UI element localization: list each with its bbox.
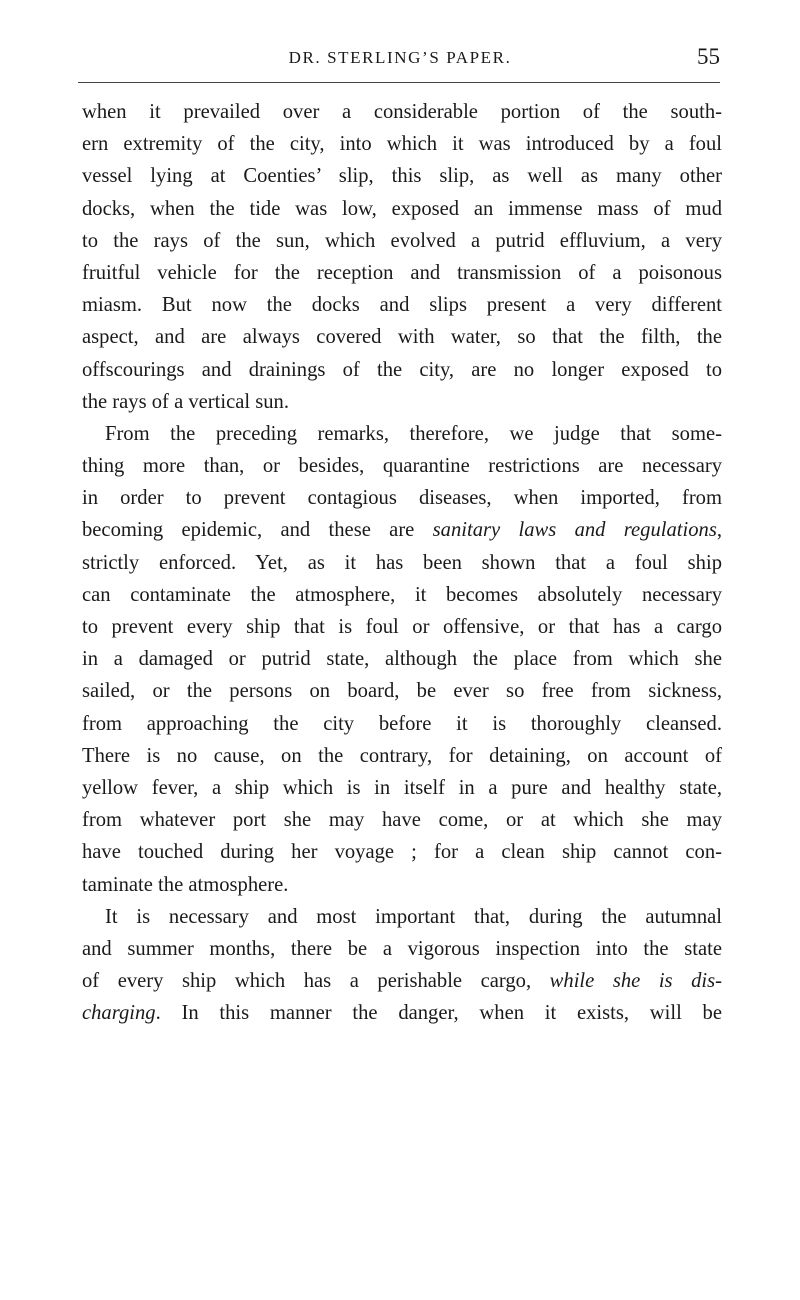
text-line: to prevent every ship that is foul or offensive, or that has a cargo <box>82 616 722 638</box>
running-head <box>80 44 720 74</box>
text-line: in order to prevent contagious diseases, when imported, from <box>82 487 722 510</box>
body-text <box>82 96 722 1029</box>
italic-run: sanitary laws and regulations <box>432 519 717 542</box>
text-line <box>82 965 722 997</box>
text-line: thing more than, or besides, quarantine restrictions are necessary <box>82 455 722 478</box>
text-run: , <box>716 519 722 542</box>
text-line: can contaminate the atmosphere, it becomes absolutely necessary <box>82 583 722 606</box>
text-line: docks, when the tide was low, exposed an immense mass of mud <box>82 197 722 220</box>
page-number: 55 <box>697 44 720 69</box>
text-line <box>82 997 722 1029</box>
text-line: aspect, and are always covered with water, so that the filth, the <box>82 326 722 349</box>
text-line: in a damaged or putrid state, although the place from which she <box>82 648 722 671</box>
text-line: when it prevailed over a considerable portion of the south- <box>82 101 722 123</box>
text-run: becoming epidemic, and these are <box>82 519 433 542</box>
text-line <box>82 514 722 546</box>
text-line: to the rays of the sun, which evolved a putrid effluvium, a very <box>82 229 722 252</box>
text-line: strictly enforced. Yet, as it has been shown that a foul ship <box>82 551 722 574</box>
text-line: There is no cause, on the contrary, for detaining, on account of <box>82 744 722 767</box>
text-line: yellow fever, a ship which is in itself in a pure and healthy state, <box>82 776 722 799</box>
text-line: and summer months, there be a vigorous inspection into the state <box>82 937 722 960</box>
text-line: offscourings and drainings of the city, are no longer exposed to <box>82 358 722 381</box>
text-line: the rays of a vertical sun. <box>82 390 290 413</box>
text-line: sailed, or the persons on board, be ever so free from sickness, <box>82 680 722 703</box>
text-line: from approaching the city before it is thoroughly cleansed. <box>82 712 722 735</box>
italic-run: while she is dis- <box>549 970 722 993</box>
running-title: DR. STERLING’S PAPER. <box>288 48 512 67</box>
text-line: taminate the atmosphere. <box>82 873 289 896</box>
text-line: miasm. But now the docks and slips present a very different <box>82 294 722 317</box>
text-line: From the preceding remarks, therefore, we judge that some- <box>105 422 722 445</box>
text-line: It is necessary and most important that, during the autumnal <box>105 905 722 928</box>
text-line: vessel lying at Coenties’ slip, this slip, as well as many other <box>82 165 722 188</box>
text-run: . In this manner the danger, when it exists, will be <box>155 1002 722 1025</box>
text-line: from whatever port she may have come, or at which she may <box>82 809 722 832</box>
text-run: of every ship which has a perishable cargo, <box>82 970 550 993</box>
header-rule <box>78 82 720 83</box>
italic-run: charging <box>82 1002 156 1025</box>
text-line: have touched during her voyage ; for a clean ship cannot con- <box>82 841 722 864</box>
text-line: ern extremity of the city, into which it was introduced by a foul <box>82 133 722 156</box>
text-line: fruitful vehicle for the reception and transmission of a poisonous <box>82 261 722 284</box>
